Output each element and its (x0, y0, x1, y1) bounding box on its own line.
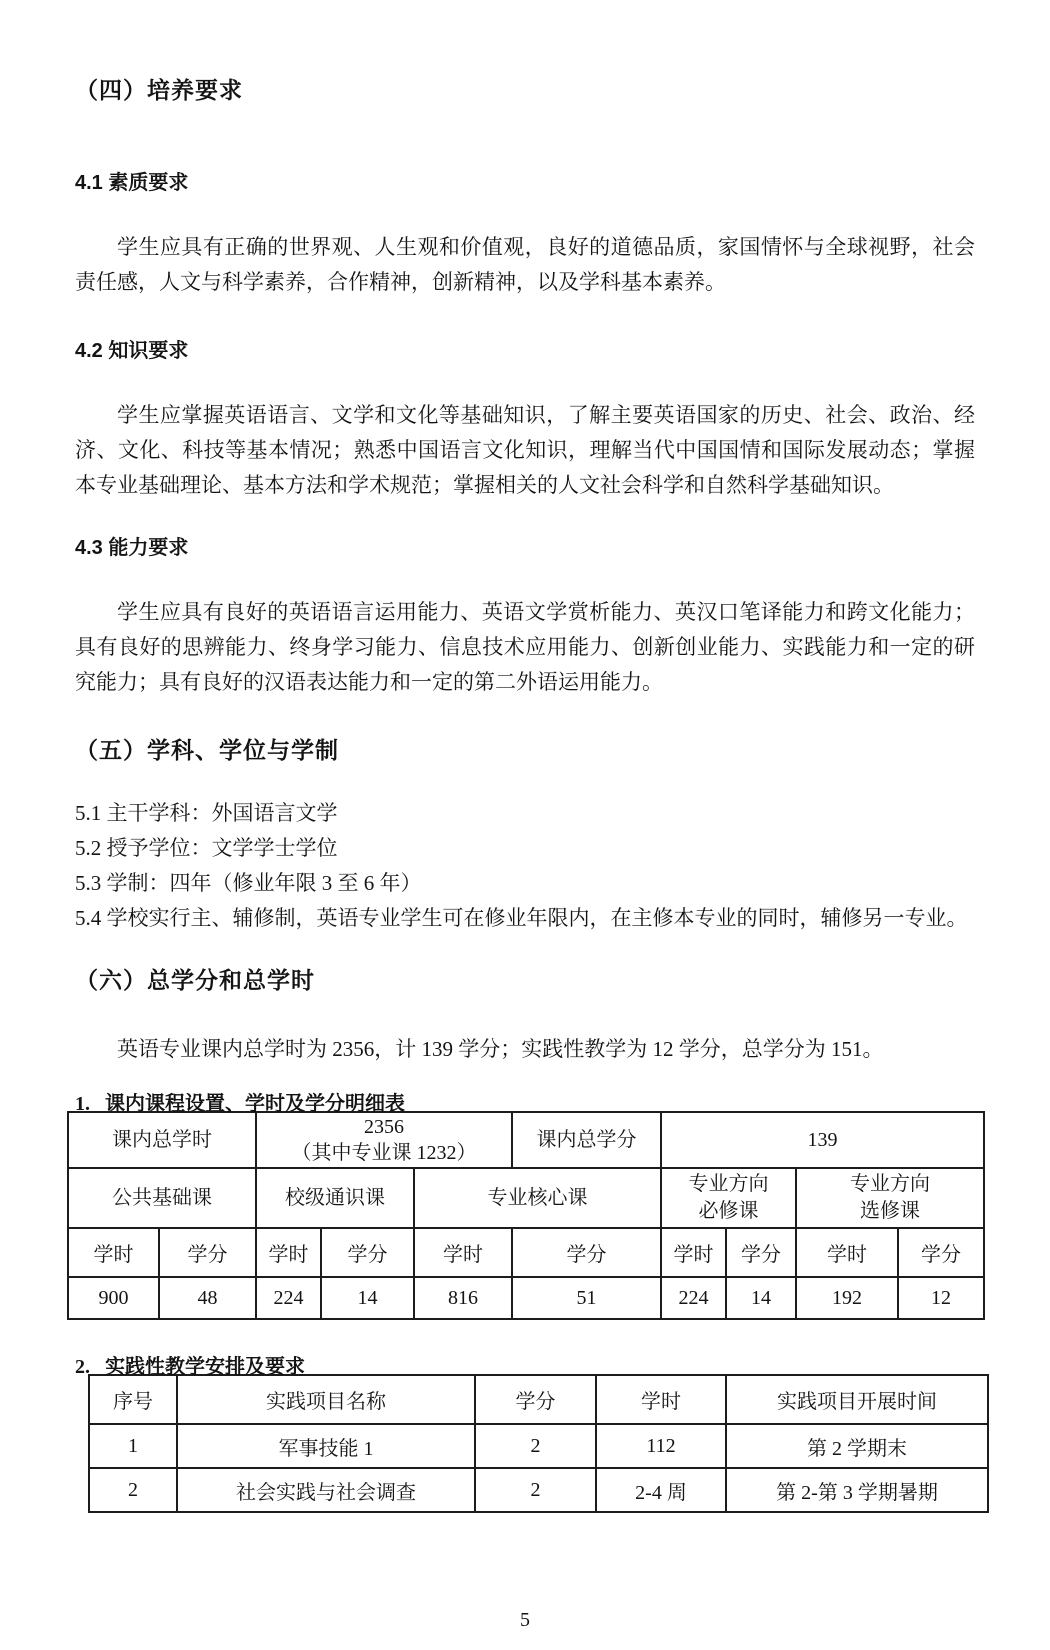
total-credits-value-cell: 139 (661, 1112, 984, 1168)
header-cell-schedule: 实践项目开展时间 (726, 1375, 988, 1424)
section-heading-4: （四）培养要求 (75, 77, 243, 103)
unit-header-cell: 学分 (726, 1228, 796, 1277)
category-cell-major-required (661, 1168, 796, 1228)
table-row-totals (68, 1112, 984, 1168)
value-cell: 12 (898, 1277, 984, 1319)
unit-header-cell: 学时 (414, 1228, 512, 1277)
total-hours-label-cell: 课内总学时 (68, 1112, 256, 1168)
unit-header-cell: 学时 (68, 1228, 159, 1277)
header-cell-credits: 学分 (475, 1375, 596, 1424)
section-heading-5: （五）学科、学位与学制 (75, 737, 339, 763)
table-2-caption-number: 2. (75, 1356, 90, 1378)
value-cell: 51 (512, 1277, 661, 1319)
value-cell: 224 (256, 1277, 321, 1319)
value-cell: 224 (661, 1277, 726, 1319)
category-cell-major-core (414, 1168, 661, 1228)
category-line: 专业方向 (850, 1173, 931, 1195)
unit-header-cell: 学时 (661, 1228, 726, 1277)
header-cell-project-name: 实践项目名称 (177, 1375, 475, 1424)
table-2-caption-text: 实践性教学安排及要求 (105, 1356, 305, 1378)
value-cell: 816 (414, 1277, 512, 1319)
page-number: 5 (520, 1609, 530, 1631)
table-row (89, 1468, 988, 1512)
total-hours-value-cell (256, 1112, 512, 1168)
category-line: 公共基础课 (112, 1186, 212, 1209)
section-heading-6: （六）总学分和总学时 (75, 967, 315, 993)
category-cell-general-education (256, 1168, 414, 1228)
list-item-5-1: 5.1 主干学科：外国语言文学 (75, 801, 338, 825)
unit-header-cell: 学分 (898, 1228, 984, 1277)
unit-header-cell: 学时 (796, 1228, 898, 1277)
value-cell: 14 (321, 1277, 414, 1319)
table-row-unit-headers (68, 1228, 984, 1277)
table-row-values (68, 1277, 984, 1319)
cell-credits: 2 (475, 1424, 596, 1468)
category-line: 校级通识课 (285, 1186, 385, 1209)
total-hours-detail: （其中专业课 1232） (291, 1142, 477, 1164)
cell-schedule: 第 2-第 3 学期暑期 (726, 1468, 988, 1512)
category-line: 专业方向 (688, 1173, 769, 1195)
table-row-categories (68, 1168, 984, 1228)
cell-project-name: 军事技能 1 (177, 1424, 475, 1468)
unit-header-cell: 学时 (256, 1228, 321, 1277)
list-item-5-3: 5.3 学制：四年（修业年限 3 至 6 年） (75, 871, 422, 895)
paragraph-quality-requirements: 学生应具有正确的世界观、人生观和价值观，良好的道德品质，家国情怀与全球视野，社会责任感，人文与科学素养，合作精神，创新精神，以及学科基本素养。 (75, 235, 975, 294)
header-cell-hours: 学时 (596, 1375, 726, 1424)
value-cell: 14 (726, 1277, 796, 1319)
subsection-heading-4-3: 4.3 能力要求 (75, 537, 189, 559)
table-1-caption-text: 课内课程设置、学时及学分明细表 (105, 1093, 405, 1115)
cell-hours: 112 (596, 1424, 726, 1468)
value-cell: 48 (159, 1277, 256, 1319)
table-row (89, 1424, 988, 1468)
paragraph-knowledge-requirements: 学生应掌握英语语言、文学和文化等基础知识，了解主要英语国家的历史、社会、政治、经济、文化、科技等基本情况；熟悉中国语言文化知识，理解当代中国国情和国际发展动态；掌握本专业基础理论、基本方法和学术规范；掌握相关的人文社会科学和自然科学基础知识。 (75, 403, 975, 497)
paragraph-total-credits-hours: 英语专业课内总学时为 2356，计 139 学分；实践性教学为 12 学分，总学分为 151。 (117, 1037, 884, 1061)
category-cell-major-elective (796, 1168, 984, 1228)
cell-credits: 2 (475, 1468, 596, 1512)
course-structure-table (67, 1111, 985, 1320)
practical-teaching-table (88, 1374, 989, 1513)
section-5-item-list (75, 796, 975, 936)
category-line: 选修课 (860, 1200, 921, 1222)
subsection-heading-4-1: 4.1 素质要求 (75, 172, 189, 194)
cell-index: 1 (89, 1424, 177, 1468)
unit-header-cell: 学分 (321, 1228, 414, 1277)
header-cell-index: 序号 (89, 1375, 177, 1424)
category-cell-public-basic (68, 1168, 256, 1228)
subsection-heading-4-2: 4.2 知识要求 (75, 340, 189, 362)
cell-hours: 2-4 周 (596, 1468, 726, 1512)
list-item-5-4: 5.4 学校实行主、辅修制，英语专业学生可在修业年限内，在主修本专业的同时，辅修另一专业。 (75, 906, 968, 930)
unit-header-cell: 学分 (159, 1228, 256, 1277)
category-line: 专业核心课 (487, 1186, 588, 1209)
category-line: 必修课 (698, 1200, 759, 1222)
value-cell: 900 (68, 1277, 159, 1319)
total-credits-label-cell: 课内总学分 (512, 1112, 661, 1168)
paragraph-ability-requirements: 学生应具有良好的英语语言运用能力、英语文学赏析能力、英汉口笔译能力和跨文化能力；具有良好的思辨能力、终身学习能力、信息技术应用能力、创新创业能力、实践能力和一定的研究能力；具有良好的汉语表达能力和一定的第二外语运用能力。 (75, 600, 975, 694)
table-header-row (89, 1375, 988, 1424)
cell-project-name: 社会实践与社会调查 (177, 1468, 475, 1512)
table-1-caption-number: 1. (75, 1093, 90, 1115)
cell-schedule: 第 2 学期末 (726, 1424, 988, 1468)
total-hours-number: 2356 (364, 1116, 405, 1138)
value-cell: 192 (796, 1277, 898, 1319)
list-item-5-2: 5.2 授予学位：文学学士学位 (75, 836, 338, 860)
unit-header-cell: 学分 (512, 1228, 661, 1277)
cell-index: 2 (89, 1468, 177, 1512)
